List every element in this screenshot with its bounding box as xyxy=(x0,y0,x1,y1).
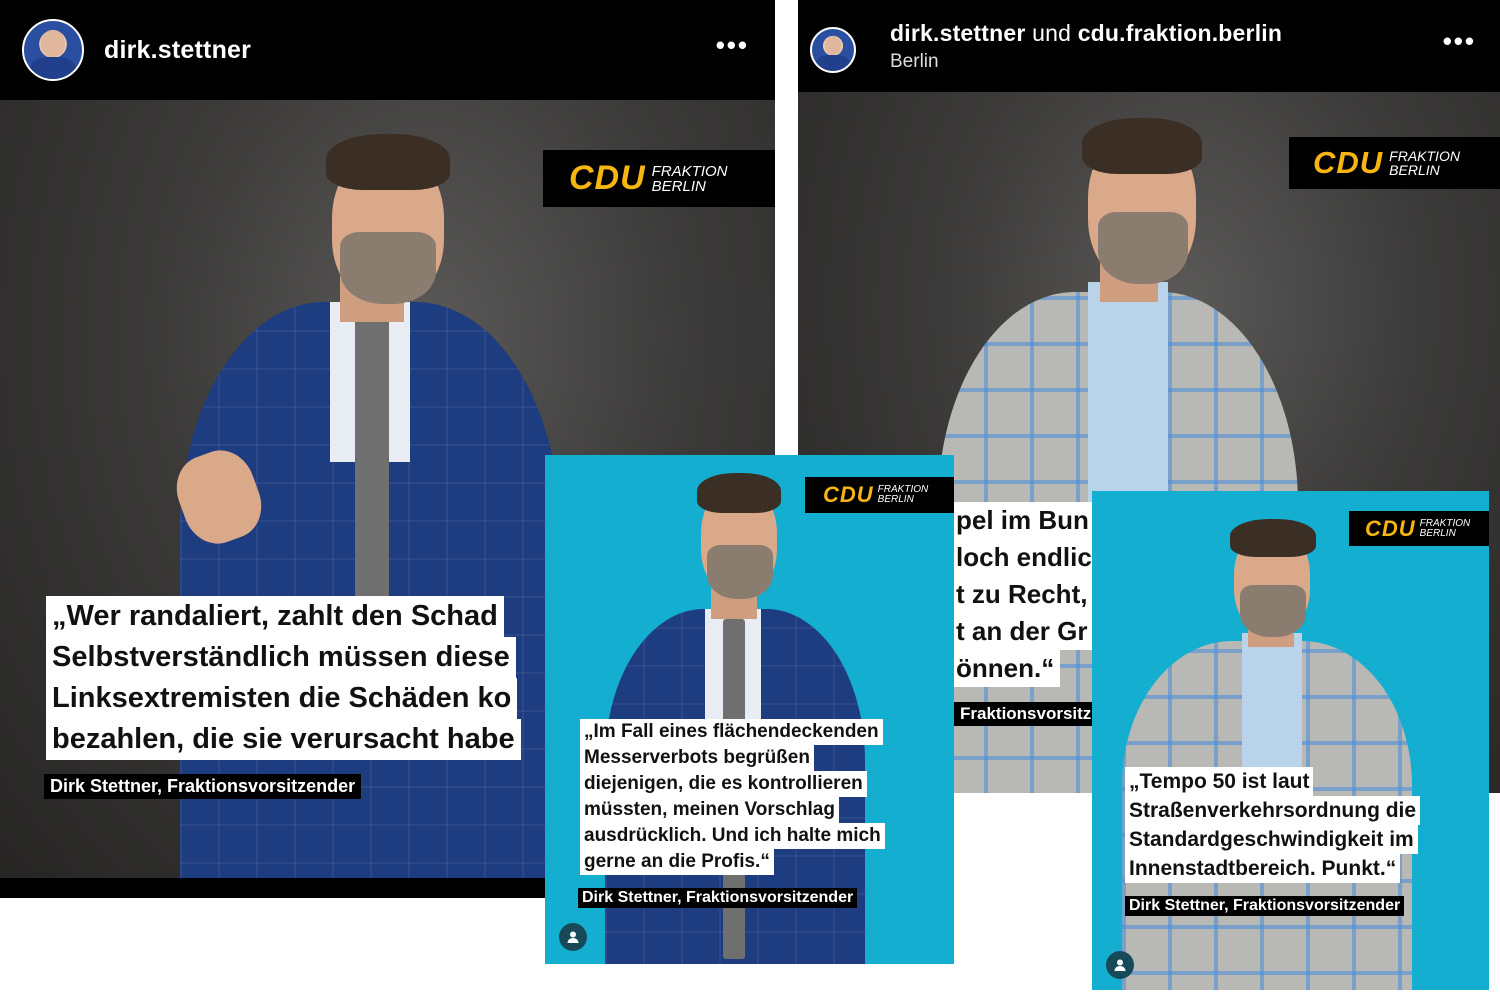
post-1-header xyxy=(0,0,775,100)
quote-text: pel im Bun loch endlic t zu Recht, t an der Gr önnen.“ xyxy=(950,502,1098,687)
quote-author: Dirk Stettner, Fraktionsvorsitzender xyxy=(1125,896,1404,916)
post-4 xyxy=(1092,491,1489,990)
user-icon[interactable] xyxy=(559,923,587,951)
quote-text: „Wer randaliert, zahlt den Schad Selbstverständlich müssen diese Linksextremisten die Schäden ko bezahlen, die sie verursacht habe xyxy=(46,596,521,760)
more-options-icon[interactable]: ••• xyxy=(715,30,749,60)
post-4-image xyxy=(1092,491,1489,990)
username[interactable]: dirk.stettner xyxy=(104,35,252,64)
post-3 xyxy=(545,455,954,964)
person-illustration xyxy=(160,112,580,878)
avatar[interactable] xyxy=(22,19,84,81)
quote-author: Dirk Stettner, Fraktionsvorsitzender xyxy=(44,774,361,799)
post-2-header xyxy=(798,0,1500,92)
avatar[interactable] xyxy=(810,27,856,73)
cdu-fraktion-logo: CDU FRAKTION BERLIN xyxy=(805,477,954,513)
username-connector: und xyxy=(1025,19,1078,46)
quote-text: „Im Fall eines flächendeckenden Messerverbots begrüßen diejenigen, die es kontrollieren müssten, meinen Vorschlag ausdrücklich. Und ich halte mich gerne an die Profis.“ xyxy=(580,719,885,875)
user-icon[interactable] xyxy=(1106,951,1134,979)
quote-author: Dirk Stettner, Fraktionsvorsitzender xyxy=(578,888,857,908)
person-illustration xyxy=(1122,511,1412,990)
location-label[interactable]: Berlin xyxy=(890,50,939,72)
quote-author: Fraktionsvorsitz xyxy=(954,702,1097,726)
cdu-fraktion-logo: CDU FRAKTION BERLIN xyxy=(1349,511,1489,546)
more-options-icon[interactable]: ••• xyxy=(1442,26,1476,56)
quote-text: „Tempo 50 ist laut Straßenverkehrsordnung die Standardgeschwindigkeit im Innenstadtbereich. Punkt.“ xyxy=(1125,767,1420,883)
cdu-fraktion-logo: CDU FRAKTION BERLIN xyxy=(543,150,775,207)
username[interactable]: dirk.stettner xyxy=(890,19,1026,46)
cdu-fraktion-logo: CDU FRAKTION BERLIN xyxy=(1289,137,1500,189)
post-3-image xyxy=(545,455,954,964)
coauthor-username[interactable]: cdu.fraktion.berlin xyxy=(1077,19,1283,46)
